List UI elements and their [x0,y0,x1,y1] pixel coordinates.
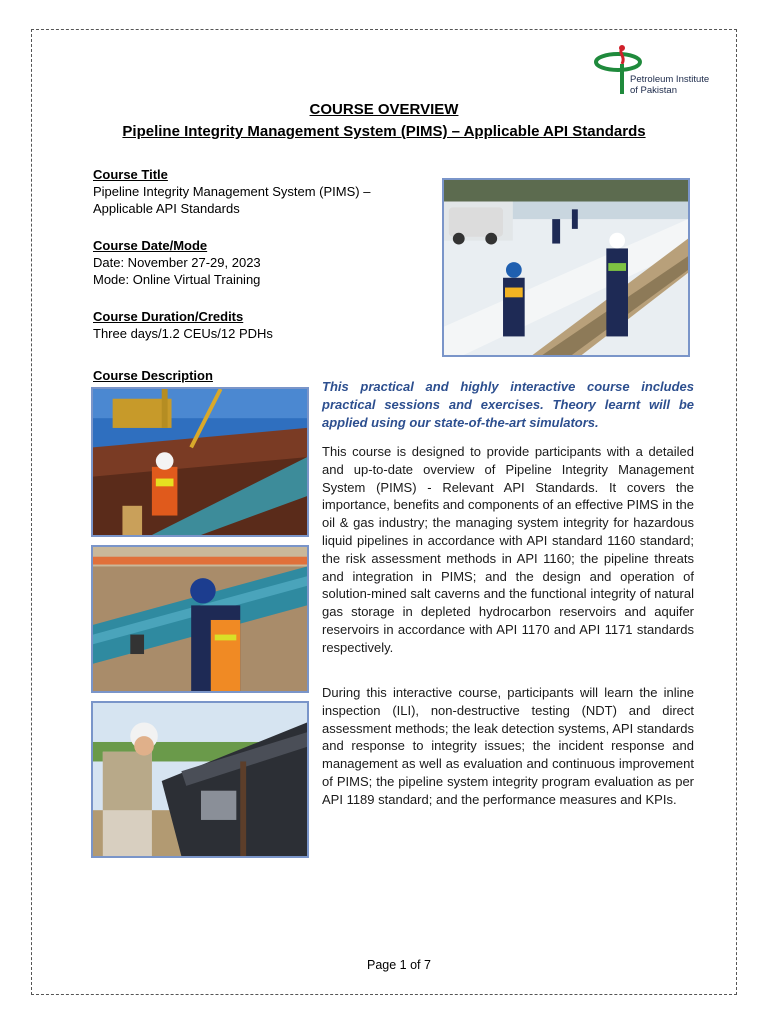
photo-pipeline-snow [442,178,690,357]
course-date-value: Date: November 27-29, 2023 [93,255,261,270]
course-date-heading: Course Date/Mode [93,238,208,253]
photo-welder-crane [91,387,309,537]
page-number: Page 1 of 7 [367,958,431,972]
logo-text [630,74,709,96]
page-title: COURSE OVERVIEW [309,101,459,118]
description-paragraph-1: This course is designed to provide participants with a detailed and up-to-date overview of Pipeline Integrity Management System (PIMS) - Relevant API Standards. It covers the importance, benefits and components of an effective PIMS in the oil & gas industry; the managing system integrity for hazardous liquid pipelines in accordance with API standard 1160 standard; the risk assessment methods in API 1160; the pipeline threats and integration in PIMS; and the design and operation of solution-mined salt caverns and the functional integrity of natural gas storage in depleted hydrocarbon reservoirs and aquifer reservoirs in accordance with API 1170 and API 1171 standards respectively. [322,444,694,655]
page-subtitle: Pipeline Integrity Management System (PIMS) – Applicable API Standards [122,123,646,140]
course-description-heading: Course Description [93,368,213,383]
course-mode-value: Mode: Online Virtual Training [93,272,261,287]
title-block [90,100,678,143]
logo-line-2: of Pakistan [630,85,677,96]
course-duration-value: Three days/1.2 CEUs/12 PDHs [93,326,273,341]
course-title-line-2: Applicable API Standards [93,201,240,216]
course-title-line-1: Pipeline Integrity Management System (PIMS) – [93,184,371,199]
photo-engineer-pipe [91,701,309,858]
course-title-heading: Course Title [93,167,168,182]
photo-inspector-meter [91,545,309,693]
course-duration-heading: Course Duration/Credits [93,309,244,324]
logo-line-1: Petroleum Institute [630,74,710,85]
description-paragraph-2: During this interactive course, participants will learn the inline inspection (ILI), non-destructive testing (NDT) and direct assessment methods; the leak detection systems, API standards and response to integrity issues; the incident response and management as well as evaluation and continuous improvement of PIMS; the pipeline system integrity program evaluation as per API 1189 standard; and the performance measures and KPIs. [322,685,694,807]
institute-logo [592,44,722,100]
description-lead: This practical and highly interactive course includes practical sessions and exercises. Theory learnt will be applied using our state-of-the-art simulators. [322,379,694,430]
